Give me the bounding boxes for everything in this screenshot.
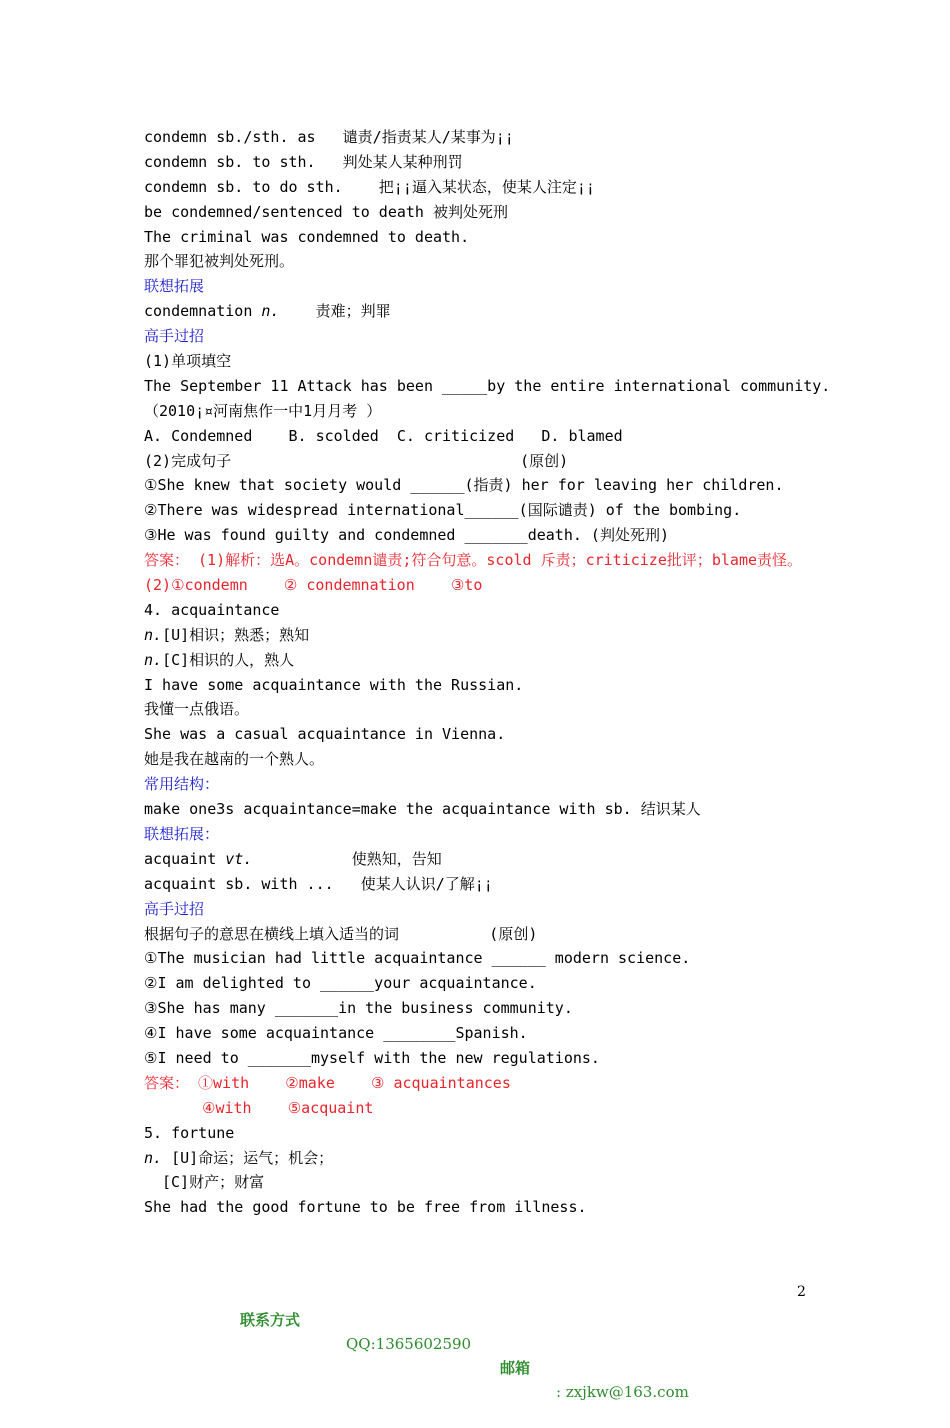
text-line xyxy=(144,225,924,250)
text-segment: ②There was widespread international______(国际谴责) of the bombing. xyxy=(144,501,742,520)
text-segment: 联想拓展： xyxy=(144,824,220,843)
text-line xyxy=(144,847,924,872)
text-segment: 使熟知，告知 xyxy=(252,849,442,868)
text-segment: She had the good fortune to be free from illness. xyxy=(144,1198,587,1217)
text-line xyxy=(144,971,924,996)
text-line xyxy=(144,946,924,971)
text-line xyxy=(144,498,924,523)
text-line xyxy=(144,374,924,399)
text-segment: n. xyxy=(144,1148,163,1167)
footer-email: : zxjkw@163.com xyxy=(556,1383,689,1401)
page-footer xyxy=(0,1284,950,1401)
text-segment: [U]相识；熟悉；熟知 xyxy=(162,625,310,644)
text-segment: acquaint xyxy=(144,849,226,868)
text-segment: (2)完成句子 (原创) xyxy=(144,451,569,470)
text-segment: 责难；判罪 xyxy=(279,302,391,321)
text-segment: acquaint sb. with ... 使某人认识/了解¡¡ xyxy=(144,874,493,893)
text-line xyxy=(144,249,924,274)
text-segment: 我懂一点俄语。 xyxy=(144,700,250,719)
text-line xyxy=(144,349,924,374)
text-segment: 联想拓展 xyxy=(144,277,205,296)
text-segment: [U]命运；运气；机会； xyxy=(162,1148,334,1167)
text-line xyxy=(144,747,924,772)
text-segment: condemn sb. to sth. 判处某人某种刑罚 xyxy=(144,152,463,171)
text-line xyxy=(144,922,924,947)
text-segment: The September 11 Attack has been _____by the entire international community. xyxy=(144,376,831,395)
text-line xyxy=(144,299,924,324)
text-segment: 答案： (1)解析：选A。condemn谴责;符合句意。scold 斥责；criticize批评；blame责怪。 xyxy=(144,551,803,570)
text-segment: （2010¡¤河南焦作一中1月月考 ） xyxy=(144,401,382,420)
text-line xyxy=(144,1046,924,1071)
footer-contact-label: 联系方式 xyxy=(240,1311,301,1329)
text-segment: (1)单项填空 xyxy=(144,352,232,371)
text-segment: condemn sb./sth. as 谴责/指责某人/某事为¡¡ xyxy=(144,128,514,146)
text-line xyxy=(144,648,924,673)
text-segment: ④with ⑤acquaint xyxy=(202,1098,374,1117)
text-segment: She was a casual acquaintance in Vienna. xyxy=(144,725,506,744)
text-line xyxy=(144,573,924,598)
text-segment: 4. acquaintance xyxy=(144,600,280,619)
text-segment: n. xyxy=(261,302,280,321)
text-line xyxy=(144,697,924,722)
page-number: 2 xyxy=(797,1284,806,1300)
document-body xyxy=(144,125,924,1220)
text-segment: n. xyxy=(144,650,163,669)
text-segment: ③He was found guilty and condemned _______death. (判处死刑) xyxy=(144,526,669,545)
text-line xyxy=(144,1096,924,1121)
text-segment: 5. fortune xyxy=(144,1123,235,1142)
text-segment: make one3s acquaintance=make the acquaintance with sb. 结识某人 xyxy=(144,800,701,819)
text-segment: A. Condemned B. scolded C. criticized D. blamed xyxy=(144,426,623,445)
text-line xyxy=(144,473,924,498)
text-segment: ③She has many _______in the business community. xyxy=(144,999,573,1018)
text-segment: [C]财产；财富 xyxy=(162,1173,265,1192)
text-line xyxy=(144,200,924,225)
text-segment: ⑤I need to _______myself with the new regulations. xyxy=(144,1048,600,1067)
text-segment: 高手过招 xyxy=(144,899,205,918)
text-line xyxy=(144,1170,924,1195)
text-line xyxy=(144,175,924,200)
text-segment: n. xyxy=(144,625,163,644)
text-line xyxy=(144,399,924,424)
footer-qq: QQ:1365602590 xyxy=(346,1335,472,1353)
text-line xyxy=(144,1021,924,1046)
footer-email-label: 邮箱 xyxy=(500,1359,531,1377)
text-segment: 那个罪犯被判处死刑。 xyxy=(144,252,295,271)
text-segment: ④I have some acquaintance ________Spanish. xyxy=(144,1024,528,1043)
text-line xyxy=(144,872,924,897)
text-line xyxy=(144,772,924,797)
text-segment: [C]相识的人，熟人 xyxy=(162,650,295,669)
text-line xyxy=(144,548,924,573)
text-line xyxy=(144,424,924,449)
text-segment: condemn sb. to do sth. 把¡¡逼入某状态，使某人注定¡¡ xyxy=(144,177,595,196)
text-line xyxy=(144,1146,924,1171)
text-line xyxy=(144,623,924,648)
text-line xyxy=(144,125,924,150)
text-segment: 答案： ①with ②make ③ acquaintances xyxy=(144,1073,511,1092)
text-segment: 她是我在越南的一个熟人。 xyxy=(144,750,325,769)
text-line xyxy=(144,324,924,349)
text-line xyxy=(144,274,924,299)
text-line xyxy=(144,822,924,847)
text-segment: The criminal was condemned to death. xyxy=(144,227,470,246)
text-segment: ①She knew that society would ______(指责) her for leaving her children. xyxy=(144,476,784,495)
text-line xyxy=(144,1121,924,1146)
text-segment: 高手过招 xyxy=(144,327,205,346)
text-line xyxy=(144,897,924,922)
text-segment: be condemned/sentenced to death 被判处死刑 xyxy=(144,202,508,221)
text-segment: condemnation xyxy=(144,302,262,321)
text-segment: ①The musician had little acquaintance ______ modern science. xyxy=(144,949,691,968)
text-line xyxy=(144,722,924,747)
text-segment: 根据句子的意思在横线上填入适当的词 (原创) xyxy=(144,924,538,943)
text-segment: I have some acquaintance with the Russian. xyxy=(144,675,524,694)
text-line xyxy=(144,598,924,623)
text-line xyxy=(144,449,924,474)
text-segment: 常用结构： xyxy=(144,775,220,794)
text-line xyxy=(144,523,924,548)
text-line xyxy=(144,996,924,1021)
text-segment: (2)①condemn ② condemnation ③to xyxy=(144,576,483,595)
text-line xyxy=(144,1071,924,1096)
text-segment: vt. xyxy=(225,849,253,868)
text-segment: ②I am delighted to ______your acquaintance. xyxy=(144,974,537,993)
text-line xyxy=(144,673,924,698)
text-line xyxy=(144,150,924,175)
text-line xyxy=(144,1195,924,1220)
text-line xyxy=(144,797,924,822)
